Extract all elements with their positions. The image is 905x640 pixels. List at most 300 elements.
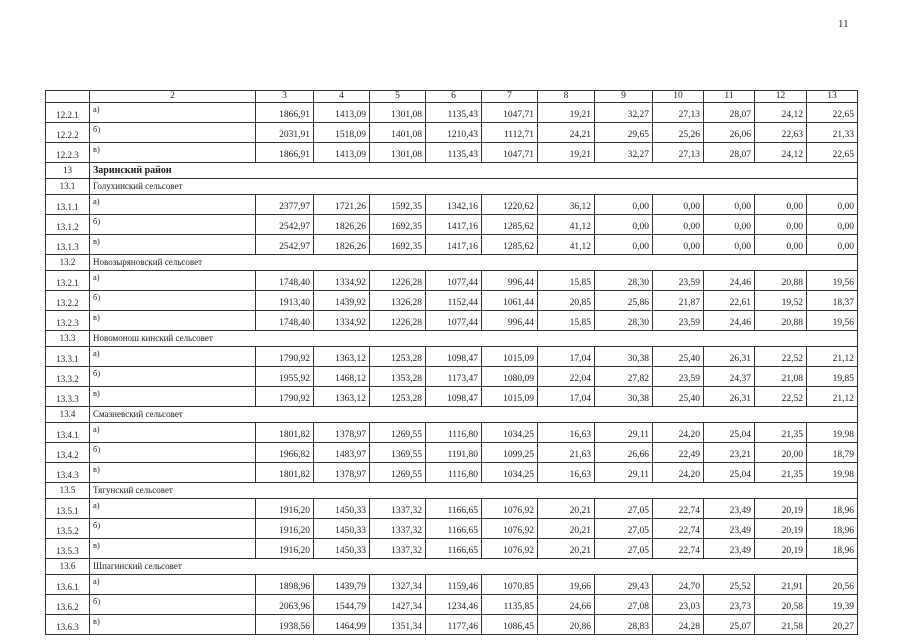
value-cell: 1913,40 bbox=[256, 291, 314, 311]
table-row bbox=[46, 235, 858, 255]
value-cell: 1450,33 bbox=[314, 499, 370, 519]
value-cell: 0,00 bbox=[755, 195, 807, 215]
row-code: 13.4.1 bbox=[46, 423, 90, 443]
value-cell: 29,11 bbox=[595, 463, 653, 483]
value-cell: 1135,43 bbox=[426, 143, 482, 163]
value-cell: 0,00 bbox=[807, 235, 858, 255]
value-cell: 1077,44 bbox=[426, 271, 482, 291]
value-cell: 20,21 bbox=[538, 519, 595, 539]
row-label: б) bbox=[90, 595, 256, 615]
value-cell: 24,20 bbox=[653, 423, 704, 443]
table-row bbox=[46, 195, 858, 215]
value-cell: 41,12 bbox=[538, 235, 595, 255]
header-cell: 6 bbox=[426, 91, 482, 103]
row-code: 13.1.1 bbox=[46, 195, 90, 215]
value-cell: 21,33 bbox=[807, 123, 858, 143]
row-label: а) bbox=[90, 103, 256, 123]
header-row bbox=[46, 91, 858, 103]
value-cell: 25,40 bbox=[653, 347, 704, 367]
value-cell: 36,12 bbox=[538, 195, 595, 215]
value-cell: 21,91 bbox=[755, 575, 807, 595]
value-cell: 1099,25 bbox=[482, 443, 538, 463]
value-cell: 1034,25 bbox=[482, 463, 538, 483]
value-cell: 28,07 bbox=[704, 143, 755, 163]
value-cell: 1826,26 bbox=[314, 215, 370, 235]
header-cell-1 bbox=[46, 91, 90, 103]
value-cell: 0,00 bbox=[653, 195, 704, 215]
row-label: в) bbox=[90, 311, 256, 331]
value-cell: 1047,71 bbox=[482, 103, 538, 123]
value-cell: 27,13 bbox=[653, 143, 704, 163]
value-cell: 23,49 bbox=[704, 539, 755, 559]
value-cell: 18,96 bbox=[807, 539, 858, 559]
value-cell: 1135,43 bbox=[426, 103, 482, 123]
value-cell: 1269,55 bbox=[370, 463, 426, 483]
value-cell: 20,19 bbox=[755, 519, 807, 539]
value-cell: 22,61 bbox=[704, 291, 755, 311]
value-cell: 24,21 bbox=[538, 123, 595, 143]
row-code: 13.3.2 bbox=[46, 367, 90, 387]
value-cell: 1077,44 bbox=[426, 311, 482, 331]
value-cell: 30,38 bbox=[595, 387, 653, 407]
value-cell: 21,12 bbox=[807, 347, 858, 367]
table-row bbox=[46, 443, 858, 463]
row-code: 13.2 bbox=[46, 255, 90, 271]
value-cell: 27,05 bbox=[595, 519, 653, 539]
section-row bbox=[46, 407, 858, 423]
value-cell: 1326,28 bbox=[370, 291, 426, 311]
value-cell: 1135,85 bbox=[482, 595, 538, 615]
value-cell: 0,00 bbox=[755, 215, 807, 235]
value-cell: 996,44 bbox=[482, 271, 538, 291]
district-name: Заринский район bbox=[90, 163, 858, 179]
value-cell: 0,00 bbox=[755, 235, 807, 255]
table-row bbox=[46, 615, 858, 635]
value-cell: 1177,46 bbox=[426, 615, 482, 635]
value-cell: 23,59 bbox=[653, 311, 704, 331]
value-cell: 25,86 bbox=[595, 291, 653, 311]
value-cell: 1152,44 bbox=[426, 291, 482, 311]
value-cell: 28,83 bbox=[595, 615, 653, 635]
header-cell: 8 bbox=[538, 91, 595, 103]
row-label: б) bbox=[90, 367, 256, 387]
value-cell: 24,46 bbox=[704, 271, 755, 291]
value-cell: 17,04 bbox=[538, 347, 595, 367]
table-row bbox=[46, 367, 858, 387]
tariff-table bbox=[45, 90, 858, 635]
value-cell: 1938,56 bbox=[256, 615, 314, 635]
value-cell: 1439,92 bbox=[314, 291, 370, 311]
value-cell: 20,27 bbox=[807, 615, 858, 635]
row-label: в) bbox=[90, 387, 256, 407]
value-cell: 1955,92 bbox=[256, 367, 314, 387]
value-cell: 16,63 bbox=[538, 423, 595, 443]
value-cell: 21,63 bbox=[538, 443, 595, 463]
header-cell: 4 bbox=[314, 91, 370, 103]
value-cell: 1378,97 bbox=[314, 463, 370, 483]
value-cell: 18,37 bbox=[807, 291, 858, 311]
value-cell: 19,98 bbox=[807, 463, 858, 483]
row-code: 12.2.2 bbox=[46, 123, 90, 143]
value-cell: 32,27 bbox=[595, 143, 653, 163]
section-row bbox=[46, 483, 858, 499]
value-cell: 1748,40 bbox=[256, 271, 314, 291]
table-row bbox=[46, 215, 858, 235]
row-code: 13.5 bbox=[46, 483, 90, 499]
value-cell: 1098,47 bbox=[426, 347, 482, 367]
page-number: 11 bbox=[838, 18, 849, 30]
table-row bbox=[46, 143, 858, 163]
table-row bbox=[46, 423, 858, 443]
value-cell: 22,63 bbox=[755, 123, 807, 143]
value-cell: 23,59 bbox=[653, 271, 704, 291]
value-cell: 22,49 bbox=[653, 443, 704, 463]
value-cell: 1916,20 bbox=[256, 519, 314, 539]
value-cell: 1363,12 bbox=[314, 387, 370, 407]
value-cell: 24,70 bbox=[653, 575, 704, 595]
value-cell: 19,85 bbox=[807, 367, 858, 387]
row-code: 12.2.3 bbox=[46, 143, 90, 163]
table-row bbox=[46, 387, 858, 407]
value-cell: 20,58 bbox=[755, 595, 807, 615]
value-cell: 24,20 bbox=[653, 463, 704, 483]
value-cell: 1047,71 bbox=[482, 143, 538, 163]
table-row bbox=[46, 575, 858, 595]
value-cell: 0,00 bbox=[653, 215, 704, 235]
row-code: 13.5.1 bbox=[46, 499, 90, 519]
value-cell: 1234,46 bbox=[426, 595, 482, 615]
table-row bbox=[46, 463, 858, 483]
value-cell: 27,13 bbox=[653, 103, 704, 123]
value-cell: 27,05 bbox=[595, 539, 653, 559]
row-code: 13.2.3 bbox=[46, 311, 90, 331]
value-cell: 24,37 bbox=[704, 367, 755, 387]
value-cell: 1483,97 bbox=[314, 443, 370, 463]
value-cell: 1086,45 bbox=[482, 615, 538, 635]
value-cell: 1301,08 bbox=[370, 143, 426, 163]
value-cell: 1061,44 bbox=[482, 291, 538, 311]
value-cell: 1076,92 bbox=[482, 539, 538, 559]
value-cell: 1327,34 bbox=[370, 575, 426, 595]
row-label: б) bbox=[90, 291, 256, 311]
value-cell: 26,06 bbox=[704, 123, 755, 143]
value-cell: 1015,09 bbox=[482, 387, 538, 407]
value-cell: 1866,91 bbox=[256, 103, 314, 123]
row-label: а) bbox=[90, 423, 256, 443]
value-cell: 1253,28 bbox=[370, 387, 426, 407]
value-cell: 19,56 bbox=[807, 311, 858, 331]
value-cell: 1450,33 bbox=[314, 519, 370, 539]
value-cell: 1363,12 bbox=[314, 347, 370, 367]
row-label: в) bbox=[90, 539, 256, 559]
value-cell: 1790,92 bbox=[256, 387, 314, 407]
section-row bbox=[46, 179, 858, 195]
value-cell: 15,85 bbox=[538, 311, 595, 331]
value-cell: 15,85 bbox=[538, 271, 595, 291]
value-cell: 1159,46 bbox=[426, 575, 482, 595]
value-cell: 20,21 bbox=[538, 499, 595, 519]
value-cell: 1166,65 bbox=[426, 539, 482, 559]
value-cell: 16,63 bbox=[538, 463, 595, 483]
value-cell: 22,04 bbox=[538, 367, 595, 387]
value-cell: 1034,25 bbox=[482, 423, 538, 443]
value-cell: 19,21 bbox=[538, 143, 595, 163]
header-cell: 12 bbox=[755, 91, 807, 103]
row-label: б) bbox=[90, 215, 256, 235]
value-cell: 18,96 bbox=[807, 519, 858, 539]
value-cell: 23,03 bbox=[653, 595, 704, 615]
value-cell: 26,31 bbox=[704, 387, 755, 407]
value-cell: 1226,28 bbox=[370, 311, 426, 331]
value-cell: 1076,92 bbox=[482, 519, 538, 539]
value-cell: 1417,16 bbox=[426, 215, 482, 235]
value-cell: 23,73 bbox=[704, 595, 755, 615]
value-cell: 1210,43 bbox=[426, 123, 482, 143]
table-row bbox=[46, 499, 858, 519]
row-code: 13.6 bbox=[46, 559, 90, 575]
value-cell: 24,12 bbox=[755, 143, 807, 163]
value-cell: 0,00 bbox=[595, 195, 653, 215]
row-code: 13 bbox=[46, 163, 90, 179]
row-code: 13.2.1 bbox=[46, 271, 90, 291]
header-cell: 2 bbox=[90, 91, 256, 103]
row-code: 13.3 bbox=[46, 331, 90, 347]
value-cell: 20,19 bbox=[755, 499, 807, 519]
row-code: 13.2.2 bbox=[46, 291, 90, 311]
header-cell: 5 bbox=[370, 91, 426, 103]
value-cell: 2063,96 bbox=[256, 595, 314, 615]
value-cell: 20,56 bbox=[807, 575, 858, 595]
value-cell: 0,00 bbox=[704, 195, 755, 215]
value-cell: 1337,32 bbox=[370, 519, 426, 539]
value-cell: 2031,91 bbox=[256, 123, 314, 143]
value-cell: 1116,80 bbox=[426, 423, 482, 443]
value-cell: 19,66 bbox=[538, 575, 595, 595]
value-cell: 0,00 bbox=[595, 215, 653, 235]
row-code: 13.6.1 bbox=[46, 575, 90, 595]
value-cell: 27,05 bbox=[595, 499, 653, 519]
value-cell: 1337,32 bbox=[370, 539, 426, 559]
section-name: Новомонош кинский сельсовет bbox=[90, 331, 858, 347]
row-code: 13.5.2 bbox=[46, 519, 90, 539]
value-cell: 0,00 bbox=[807, 195, 858, 215]
value-cell: 28,07 bbox=[704, 103, 755, 123]
value-cell: 25,26 bbox=[653, 123, 704, 143]
value-cell: 25,52 bbox=[704, 575, 755, 595]
value-cell: 23,49 bbox=[704, 499, 755, 519]
table-row bbox=[46, 347, 858, 367]
section-name: Новозыряновский сельсовет bbox=[90, 255, 858, 271]
row-code: 13.4.2 bbox=[46, 443, 90, 463]
value-cell: 1337,32 bbox=[370, 499, 426, 519]
value-cell: 22,74 bbox=[653, 499, 704, 519]
row-code: 13.6.3 bbox=[46, 615, 90, 635]
value-cell: 26,31 bbox=[704, 347, 755, 367]
value-cell: 1439,79 bbox=[314, 575, 370, 595]
row-label: в) bbox=[90, 235, 256, 255]
header-cell: 7 bbox=[482, 91, 538, 103]
value-cell: 1692,35 bbox=[370, 215, 426, 235]
section-row bbox=[46, 559, 858, 575]
value-cell: 0,00 bbox=[704, 215, 755, 235]
value-cell: 1721,26 bbox=[314, 195, 370, 215]
value-cell: 2542,97 bbox=[256, 235, 314, 255]
section-name: Тягунский сельсовет bbox=[90, 483, 858, 499]
value-cell: 24,66 bbox=[538, 595, 595, 615]
value-cell: 25,04 bbox=[704, 463, 755, 483]
row-code: 13.3.1 bbox=[46, 347, 90, 367]
value-cell: 22,65 bbox=[807, 143, 858, 163]
value-cell: 18,96 bbox=[807, 499, 858, 519]
value-cell: 1401,08 bbox=[370, 123, 426, 143]
value-cell: 19,56 bbox=[807, 271, 858, 291]
value-cell: 29,65 bbox=[595, 123, 653, 143]
row-label: а) bbox=[90, 575, 256, 595]
table-row bbox=[46, 103, 858, 123]
value-cell: 1413,09 bbox=[314, 103, 370, 123]
value-cell: 24,28 bbox=[653, 615, 704, 635]
value-cell: 1427,34 bbox=[370, 595, 426, 615]
value-cell: 1544,79 bbox=[314, 595, 370, 615]
header-cell: 9 bbox=[595, 91, 653, 103]
table-row bbox=[46, 595, 858, 615]
value-cell: 1253,28 bbox=[370, 347, 426, 367]
row-label: в) bbox=[90, 463, 256, 483]
table-row bbox=[46, 291, 858, 311]
value-cell: 0,00 bbox=[595, 235, 653, 255]
row-label: а) bbox=[90, 347, 256, 367]
value-cell: 1468,12 bbox=[314, 367, 370, 387]
value-cell: 1866,91 bbox=[256, 143, 314, 163]
value-cell: 19,52 bbox=[755, 291, 807, 311]
value-cell: 18,79 bbox=[807, 443, 858, 463]
value-cell: 1226,28 bbox=[370, 271, 426, 291]
row-code: 13.4 bbox=[46, 407, 90, 423]
value-cell: 1413,09 bbox=[314, 143, 370, 163]
row-label: в) bbox=[90, 143, 256, 163]
value-cell: 25,40 bbox=[653, 387, 704, 407]
value-cell: 21,08 bbox=[755, 367, 807, 387]
value-cell: 19,98 bbox=[807, 423, 858, 443]
table-row bbox=[46, 539, 858, 559]
value-cell: 26,66 bbox=[595, 443, 653, 463]
value-cell: 996,44 bbox=[482, 311, 538, 331]
district-row bbox=[46, 163, 858, 179]
value-cell: 1098,47 bbox=[426, 387, 482, 407]
value-cell: 22,52 bbox=[755, 387, 807, 407]
value-cell: 24,12 bbox=[755, 103, 807, 123]
value-cell: 29,43 bbox=[595, 575, 653, 595]
section-name: Шпагинский сельсовет bbox=[90, 559, 858, 575]
value-cell: 25,07 bbox=[704, 615, 755, 635]
table-body bbox=[46, 91, 858, 635]
value-cell: 1518,09 bbox=[314, 123, 370, 143]
value-cell: 1826,26 bbox=[314, 235, 370, 255]
value-cell: 19,39 bbox=[807, 595, 858, 615]
value-cell: 23,59 bbox=[653, 367, 704, 387]
value-cell: 1112,71 bbox=[482, 123, 538, 143]
header-cell: 13 bbox=[807, 91, 858, 103]
value-cell: 0,00 bbox=[653, 235, 704, 255]
value-cell: 20,19 bbox=[755, 539, 807, 559]
value-cell: 1334,92 bbox=[314, 271, 370, 291]
value-cell: 20,88 bbox=[755, 311, 807, 331]
value-cell: 1351,34 bbox=[370, 615, 426, 635]
value-cell: 1450,33 bbox=[314, 539, 370, 559]
table-row bbox=[46, 271, 858, 291]
value-cell: 1692,35 bbox=[370, 235, 426, 255]
value-cell: 17,04 bbox=[538, 387, 595, 407]
value-cell: 1070,85 bbox=[482, 575, 538, 595]
value-cell: 1220,62 bbox=[482, 195, 538, 215]
row-label: б) bbox=[90, 123, 256, 143]
value-cell: 30,38 bbox=[595, 347, 653, 367]
value-cell: 1116,80 bbox=[426, 463, 482, 483]
value-cell: 1801,82 bbox=[256, 463, 314, 483]
value-cell: 1916,20 bbox=[256, 539, 314, 559]
value-cell: 1173,47 bbox=[426, 367, 482, 387]
row-code: 13.4.3 bbox=[46, 463, 90, 483]
value-cell: 22,52 bbox=[755, 347, 807, 367]
value-cell: 21,58 bbox=[755, 615, 807, 635]
value-cell: 29,11 bbox=[595, 423, 653, 443]
row-label: а) bbox=[90, 271, 256, 291]
value-cell: 27,82 bbox=[595, 367, 653, 387]
value-cell: 0,00 bbox=[807, 215, 858, 235]
row-code: 13.1.2 bbox=[46, 215, 90, 235]
value-cell: 25,04 bbox=[704, 423, 755, 443]
value-cell: 1342,16 bbox=[426, 195, 482, 215]
value-cell: 1015,09 bbox=[482, 347, 538, 367]
value-cell: 1166,65 bbox=[426, 499, 482, 519]
header-cell: 3 bbox=[256, 91, 314, 103]
value-cell: 0,00 bbox=[704, 235, 755, 255]
value-cell: 23,21 bbox=[704, 443, 755, 463]
value-cell: 20,85 bbox=[538, 291, 595, 311]
row-code: 13.6.2 bbox=[46, 595, 90, 615]
table-row bbox=[46, 123, 858, 143]
value-cell: 20,86 bbox=[538, 615, 595, 635]
value-cell: 1191,80 bbox=[426, 443, 482, 463]
value-cell: 22,74 bbox=[653, 519, 704, 539]
value-cell: 41,12 bbox=[538, 215, 595, 235]
row-label: б) bbox=[90, 443, 256, 463]
value-cell: 23,49 bbox=[704, 519, 755, 539]
value-cell: 1285,62 bbox=[482, 235, 538, 255]
value-cell: 1417,16 bbox=[426, 235, 482, 255]
value-cell: 32,27 bbox=[595, 103, 653, 123]
value-cell: 1334,92 bbox=[314, 311, 370, 331]
value-cell: 28,30 bbox=[595, 271, 653, 291]
row-label: б) bbox=[90, 519, 256, 539]
table-row bbox=[46, 311, 858, 331]
row-code: 13.1 bbox=[46, 179, 90, 195]
value-cell: 2377,97 bbox=[256, 195, 314, 215]
row-label: а) bbox=[90, 195, 256, 215]
value-cell: 28,30 bbox=[595, 311, 653, 331]
value-cell: 20,21 bbox=[538, 539, 595, 559]
value-cell: 19,21 bbox=[538, 103, 595, 123]
section-name: Голухинский сельсовет bbox=[90, 179, 858, 195]
value-cell: 21,87 bbox=[653, 291, 704, 311]
header-cell: 11 bbox=[704, 91, 755, 103]
value-cell: 1080,09 bbox=[482, 367, 538, 387]
value-cell: 20,00 bbox=[755, 443, 807, 463]
value-cell: 21,35 bbox=[755, 463, 807, 483]
row-code: 12.2.1 bbox=[46, 103, 90, 123]
value-cell: 1378,97 bbox=[314, 423, 370, 443]
section-row bbox=[46, 255, 858, 271]
